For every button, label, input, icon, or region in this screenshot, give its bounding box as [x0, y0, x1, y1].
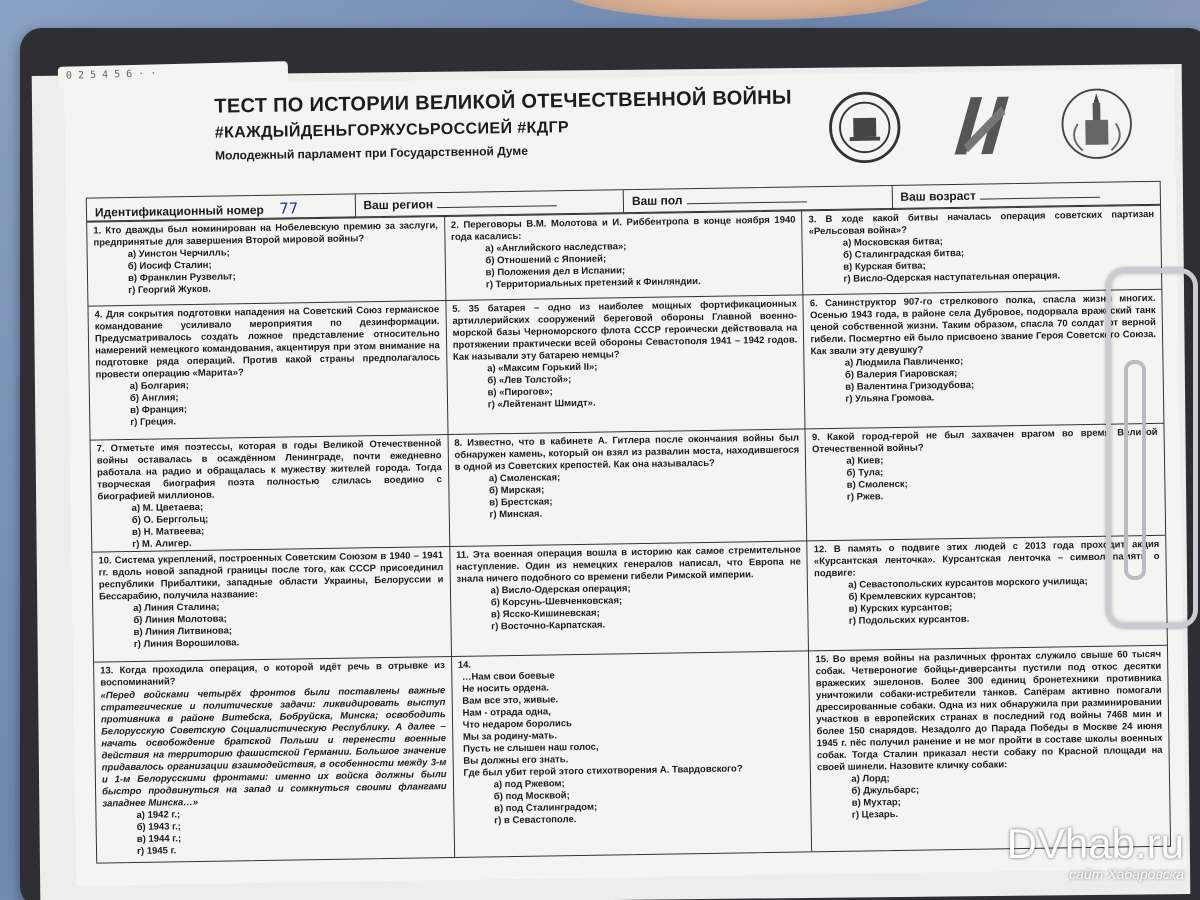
answer-option[interactable]: в) Смоленск; — [846, 478, 908, 491]
watermark-logo: DVhab.ru — [1006, 820, 1184, 867]
page-title: ТЕСТ ПО ИСТОРИИ ВЕЛИКОЙ ОТЕЧЕСТВЕННОЙ ВОЙНЫ — [214, 86, 792, 118]
gender-label: Ваш пол — [631, 193, 683, 209]
question-text: 11. Эта военная операция вошла в историю как самое стремительное наступление. Один из немецких генералов написал, что Европа не знала ничего подобного со времени гибели Римской империи. — [455, 544, 801, 585]
answer-option[interactable]: а) Болгария; — [129, 380, 189, 393]
question-text: 6. Санинструктор 907-го стрелкового полка, спасла жизни многих. Осенью 1943 года, в районе села Дубровое, подорвала вражеский танк ценой собственной жизни. Таким образом, спасла 70 солдат от верной гибели. Посмертно ей было присвоено звание Героя Советского Союза. Как звали эту девушку? — [809, 292, 1157, 358]
answer-option[interactable]: а) Уинстон Черчилль; — [127, 247, 230, 261]
answer-option[interactable]: в) Положения дел в Испании; — [485, 265, 626, 279]
answer-option[interactable]: г) М. Алигер. — [132, 538, 192, 550]
answer-options — [491, 580, 802, 633]
question-10 — [92, 547, 451, 663]
answer-option[interactable]: в) Ясско-Кишиневская; — [490, 607, 600, 621]
question-8 — [448, 429, 807, 547]
answer-option[interactable]: г) Территориальных претензий к Финляндии. — [485, 276, 701, 291]
poem-line: Вам все это, живые. — [462, 694, 559, 707]
answer-option[interactable]: а) под Ржевом; — [493, 778, 565, 791]
question-text: 14. — [457, 659, 472, 671]
age-line — [980, 197, 1100, 200]
question-11 — [450, 541, 809, 657]
answer-option[interactable]: г) «Лейтенант Шмидт». — [487, 397, 596, 411]
answer-option[interactable]: г) Минская. — [489, 508, 543, 521]
poem — [462, 666, 804, 779]
question-4 — [88, 301, 448, 441]
poem-line: Нам - отрада одна, — [462, 706, 551, 719]
answer-option[interactable]: б) Валерия Гиаровская; — [844, 368, 958, 381]
answer-option[interactable]: г) Подольских курсантов. — [848, 613, 970, 627]
answer-options — [489, 468, 800, 521]
question-text: 15. Во время войны на различных фронтах служило свыше 60 тысяч собак. Четвероногие бойцы-диверсанты пустили под откос десятки вражеских эшелонов. Более 300 единиц бронетехники противника уничтожили собаки-истребители танков. Сапёрам активно помогали дрессированные собаки. Одна из них обнаружила при разминировании участков в европейских странах в последний год войны 7468 мин и более 150 снарядов. Незадолго до Парада Победы в Москве 24 июня 1945 г. пёс получил ранение и не мог пройти в составе школы военных собак. Тогда Сталин приказал нести собаку по Красной площади на своей шинели. Назовите кличку собаки: — [815, 648, 1163, 774]
question-quote: «Перед войсками четырёх фронтов были поставлены важные стратегические и политические задачи: ликвидировать выступ противника в районе Витебска, Бобруйска, Минска; освободить Белорусскую Советскую Социалистическую Республику. А далее – начать освобождение братской Польши и перенести военные действия на территорию фашистской Германии. Большое значение придавалось организации взаимодействия, в особенности между 3-м и 1-м Белорусскими фронтами: именно их войска должны были быстро продвинуться на запад и сомкнуться своими флангами западнее Минска…» — [100, 685, 447, 810]
answer-option[interactable]: а) Лорд; — [851, 773, 890, 785]
region-line — [437, 205, 557, 208]
answer-option[interactable]: в) Линия Литвинова; — [133, 625, 233, 638]
watermark-caption: сайт Хабаровска — [1069, 866, 1184, 882]
answer-option[interactable]: в) Франция; — [130, 404, 188, 417]
answer-option[interactable]: а) «Английского наследства»; — [485, 241, 627, 255]
question-7 — [91, 435, 450, 553]
watermark — [1007, 822, 1184, 882]
answer-option[interactable]: г) Висло-Одерская наступательная операция. — [843, 270, 1061, 285]
answer-options — [130, 376, 441, 429]
question-text: 8. Известно, что в кабинете А. Гитлера после окончания войны был обнаружен камень, который он взял из развалин моста, находившегося в одной из Советских крепостей. Как она называлась? — [454, 432, 800, 473]
answer-option[interactable]: в) Франклин Рузвельт; — [127, 271, 236, 285]
answer-options — [133, 598, 444, 651]
answer-option[interactable]: б) Иосиф Сталин; — [127, 259, 212, 273]
question-text: 1. Кто дважды был номинирован на Нобелевскую премию за заслуги, предпринятые для завершения Второй мировой войны? — [93, 220, 438, 249]
poem-line: …Нам свои боевые — [461, 670, 555, 683]
answer-options — [136, 805, 447, 858]
answer-options — [494, 774, 805, 827]
answer-option[interactable]: г) Георгий Жуков. — [128, 283, 211, 297]
question-text: 12. В память о подвиге этих людей с 2013 года проходит акция «Курсантская ленточка». Курсантская ленточка – символ памяти о подвиге: — [813, 538, 1160, 580]
hashtags: #КАЖДЫЙДЕНЬГОРЖУСЬРОССИЕЙ #КДГР — [214, 119, 570, 142]
answer-option[interactable]: б) Отношений с Японией; — [485, 253, 607, 267]
question-text: 9. Какой город-герой не был захвачен врагом во время Великой Отечественной войны? — [811, 426, 1158, 456]
id-label: Идентификационный номер — [94, 202, 264, 220]
question-13 — [94, 657, 455, 863]
answer-option[interactable]: г) Ульяна Громова. — [845, 392, 935, 405]
answer-option[interactable]: а) Линия Сталина; — [133, 601, 220, 614]
gender-field[interactable] — [624, 186, 893, 212]
question-text: 5. 35 батарея – одно из наиболее мощных фортификационных артиллерийских сооружений береговой обороны Главной военно-морской базы Черноморского флота СССР героически действовала на протяжении практически всей обороны Севастополя 1941 – 1942 годов. Как называли эту батарею немцы? — [452, 298, 798, 363]
answer-option[interactable]: а) Людмила Павличенко; — [844, 355, 964, 369]
answer-option[interactable]: а) Севастопольских курсантов морского училища; — [848, 575, 1088, 591]
answer-options — [487, 359, 798, 412]
question-text: 7. Отметьте имя поэтессы, которая в годы Великой Отечественной войны оставалась в осаждённом Ленинграде, почти ежедневно работала на радио и обращалась к мужеству жителей города. Тогда творческая биография поэта полностью слилась воедино с биографией миллионов. — [96, 438, 442, 503]
answer-option[interactable]: а) Московская битва; — [842, 236, 944, 249]
hand-background — [560, 0, 940, 20]
answer-option[interactable]: б) Корсунь-Шевченковская; — [490, 595, 623, 609]
question-text: 13. Когда проходила операция, о которой идёт речь в отрывке из воспоминаний? — [100, 660, 445, 689]
answer-option[interactable]: г) Греция. — [130, 416, 177, 428]
question-text: 4. Для сокрытия подготовки нападения на Советский Союз германское командование усиливало мероприятия по дезинформации. Предусматривалось создать ложное представление относительно намерений немецкого командования, акцентируя при этом внимание на подготовке ряда операций. Против какой страны предполагалось провести операцию «Марита»? — [94, 304, 441, 381]
answer-option[interactable]: г) Восточно-Карпатская. — [491, 619, 606, 633]
answer-option[interactable]: а) Киев; — [846, 455, 884, 467]
answer-option[interactable]: г) в Севастополе. — [494, 814, 577, 827]
answer-option[interactable]: в) Н. Матвеева; — [131, 525, 205, 538]
answer-option[interactable]: г) Цезарь. — [851, 808, 899, 821]
answer-option[interactable]: б) Мирская; — [488, 484, 545, 497]
answer-option[interactable]: в) Мухтар; — [851, 796, 901, 809]
answer-option[interactable]: б) «Лев Толстой»; — [487, 374, 572, 387]
question-text: 2. Переговоры В.М. Молотова и И. Риббентропа в конце ноября 1940 года касались: — [450, 214, 796, 243]
answer-option[interactable]: в) «Пирогов»; — [487, 386, 553, 399]
answer-option[interactable]: в) под Сталинградом; — [493, 801, 598, 815]
question-14 — [452, 651, 813, 857]
answer-option[interactable]: б) 1943 г.; — [136, 821, 182, 833]
gender-line — [686, 201, 806, 204]
answer-option[interactable]: а) Висло-Одерская операция; — [490, 583, 631, 597]
answer-option[interactable]: б) Сталинградская битва; — [842, 247, 965, 261]
binder-clip — [1106, 268, 1198, 628]
answer-option[interactable]: в) 1944 г.; — [136, 833, 182, 845]
kdgr-logo-icon — [942, 87, 1019, 164]
answer-options — [132, 498, 443, 551]
answer-option[interactable]: в) Валентина Гризодубова; — [845, 379, 975, 393]
answer-option[interactable]: б) Линия Молотова; — [133, 613, 227, 626]
question-1 — [87, 217, 446, 307]
answer-option[interactable]: г) Ржев. — [846, 491, 884, 503]
region-field[interactable] — [355, 190, 624, 216]
poem-line: Где был убит герой этого стихотворения А. Твардовского? — [463, 763, 743, 779]
poem-line: Пусть не слышен наш голос, — [463, 741, 599, 755]
poem-line: Не носить ордена. — [462, 682, 550, 695]
poem-line: Мы за родину-мать. — [462, 730, 558, 743]
msu-logo-icon — [1058, 85, 1135, 162]
logos — [826, 85, 1135, 166]
question-text: 3. В ходе какой битвы началась операция советских партизан «Рельсовая война»? — [808, 208, 1155, 238]
test-sheet — [64, 69, 1186, 886]
questions-grid — [86, 202, 1171, 864]
answer-option[interactable]: а) 1942 г.; — [136, 809, 181, 821]
answer-option[interactable]: б) под Москвой; — [493, 790, 570, 803]
answer-option[interactable]: в) Курская битва; — [843, 260, 926, 273]
question-text: 10. Система укреплений, построенных Советским Союзом в 1940 – 1941 гг. вдоль новой западной границы после того, как СССР присоединил республики Прибалтики, западные области Украины, Белоруссии и Бессарабию, получила название: — [98, 550, 444, 603]
answer-options — [485, 239, 796, 292]
answer-option[interactable]: б) О. Берггольц; — [131, 513, 209, 526]
poem-line: Вы должны его знать. — [463, 754, 569, 767]
poem-line: Что недаром боролись — [462, 718, 572, 731]
answer-options — [851, 769, 1163, 822]
answer-option[interactable]: б) Кремлевских курсантов; — [848, 589, 977, 603]
youth-parliament-logo-icon — [826, 89, 903, 166]
answer-option[interactable]: б) Тула; — [846, 467, 884, 479]
tag-strip: 0 2 5 4 5 6 · · — [58, 61, 288, 89]
answer-option[interactable]: а) «Максим Горький II»; — [487, 361, 598, 375]
answer-options — [128, 244, 439, 297]
answer-option[interactable]: г) Линия Ворошилова. — [133, 637, 240, 650]
answer-option[interactable]: а) Смоленская; — [488, 472, 561, 485]
answer-option[interactable]: б) Англия; — [129, 392, 179, 405]
question-5 — [446, 295, 806, 435]
answer-option[interactable]: в) Курских курсантов; — [848, 602, 953, 615]
question-2 — [445, 211, 804, 301]
region-label: Ваш регион — [363, 197, 434, 213]
subtitle: Молодежный парламент при Государственной Думе — [215, 143, 529, 163]
answer-option[interactable]: г) 1945 г. — [136, 845, 177, 857]
binder-clip-inner — [1124, 360, 1146, 580]
age-label: Ваш возраст — [900, 188, 977, 204]
age-field[interactable] — [892, 182, 1160, 208]
answer-option[interactable]: в) Брестская; — [489, 496, 553, 509]
id-value-line — [271, 198, 356, 219]
answer-option[interactable]: б) Джульбарс; — [851, 784, 920, 797]
answer-option[interactable]: а) М. Цветаева; — [131, 501, 204, 514]
id-value: 77 — [278, 199, 299, 218]
id-field[interactable] — [87, 194, 356, 220]
